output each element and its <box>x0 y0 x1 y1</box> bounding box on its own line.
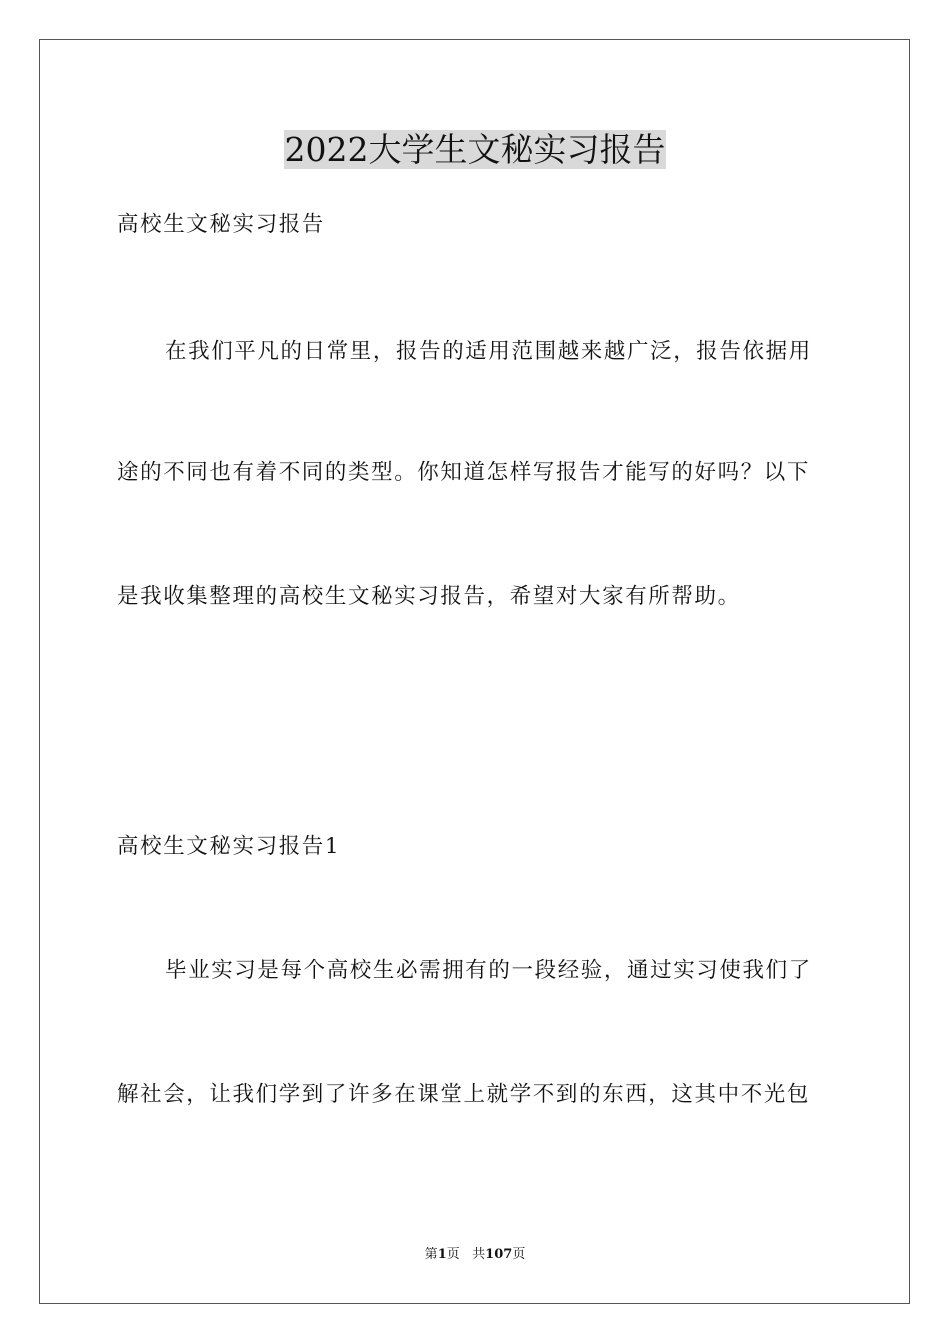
paragraph-line: 途的不同也有着不同的类型。你知道怎样写报告才能写的好吗？以下 <box>117 460 811 485</box>
paragraph-line: 解社会，让我们学到了许多在课堂上就学不到的东西，这其中不光包 <box>117 1082 811 1107</box>
paragraph-line: 是我收集整理的高校生文秘实习报告，希望对大家有所帮助。 <box>117 584 741 609</box>
document-title <box>0 128 950 172</box>
document-title-text: 2022大学生文秘实习报告 <box>284 130 666 169</box>
subtitle-line: 高校生文秘实习报告 <box>117 212 325 237</box>
page-footer <box>0 1246 950 1264</box>
total-pages: 107 <box>485 1247 513 1262</box>
paragraph-line: 在我们平凡的日常里，报告的适用范围越来越广泛，报告依据用 <box>165 339 812 364</box>
page-suffix: 页 <box>446 1247 460 1262</box>
total-prefix: 共 <box>472 1247 486 1262</box>
page-prefix: 第 <box>424 1247 438 1262</box>
paragraph-line: 毕业实习是每个高校生必需拥有的一段经验，通过实习使我们了 <box>165 958 812 983</box>
total-suffix: 页 <box>512 1247 526 1262</box>
section-heading: 高校生文秘实习报告1 <box>117 834 341 859</box>
page-number: 1 <box>437 1247 447 1262</box>
